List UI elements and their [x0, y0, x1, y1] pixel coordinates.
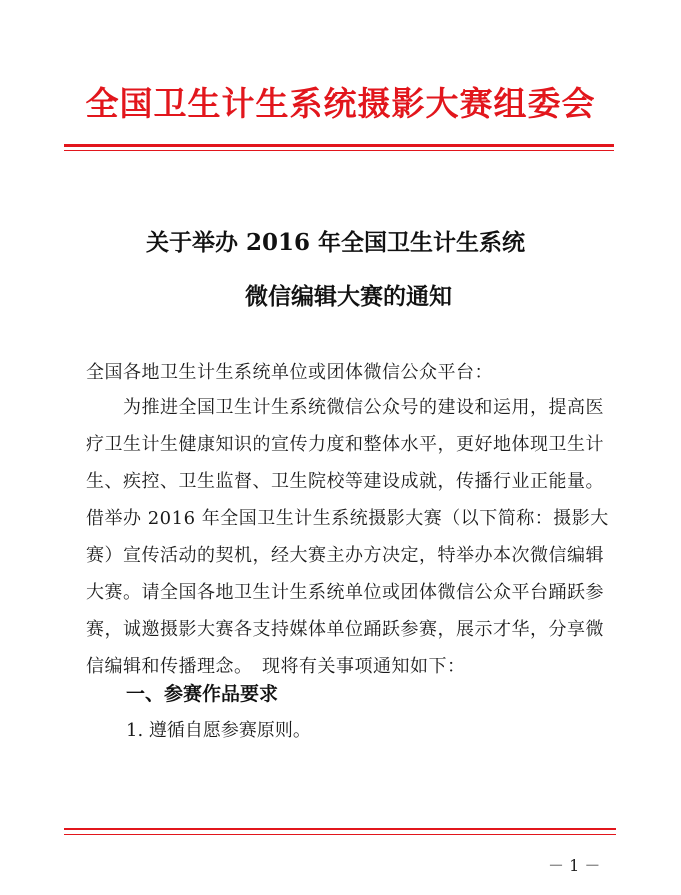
paragraph-line: 赛）宣传活动的契机，经大赛主办方决定，特举办本次微信编辑	[86, 545, 604, 566]
footer-rule-thin	[64, 834, 616, 835]
paragraph-line: 生、疾控、卫生监督、卫生院校等建设成就，传播行业正能量。	[86, 471, 604, 492]
document-title-line1: 关于举办 2016 年全国卫生计生系统	[145, 229, 526, 256]
issuer-header: 全国卫生计生系统摄影大赛组委会	[85, 84, 596, 123]
list-item: 1. 遵循自愿参赛原则。	[126, 720, 311, 741]
footer-rule-thick	[64, 828, 616, 830]
paragraph-line: 疗卫生计生健康知识的宣传力度和整体水平，更好地体现卫生计	[86, 434, 604, 455]
section-heading: 一、参赛作品要求	[126, 683, 279, 705]
salutation: 全国各地卫生计生系统单位或团体微信公众平台：	[86, 362, 493, 383]
paragraph-line: 赛，诚邀摄影大赛各支持媒体单位踊跃参赛，展示才华，分享微	[86, 619, 604, 640]
page-number: － 1 －	[548, 856, 601, 875]
paragraph-line: 大赛。请全国各地卫生计生系统单位或团体微信公众平台踊跃参	[86, 582, 604, 603]
paragraph-line: 信编辑和传播理念。 现将有关事项通知如下：	[86, 656, 466, 677]
header-rule-thin	[64, 150, 614, 151]
document-title-line2: 微信编辑大赛的通知	[245, 283, 452, 310]
paragraph-line: 为推进全国卫生计生系统微信公众号的建设和运用，提高医	[86, 397, 604, 418]
paragraph-line: 借举办 2016 年全国卫生计生系统摄影大赛（以下简称：摄影大	[86, 508, 609, 529]
header-rule-thick	[64, 144, 614, 147]
